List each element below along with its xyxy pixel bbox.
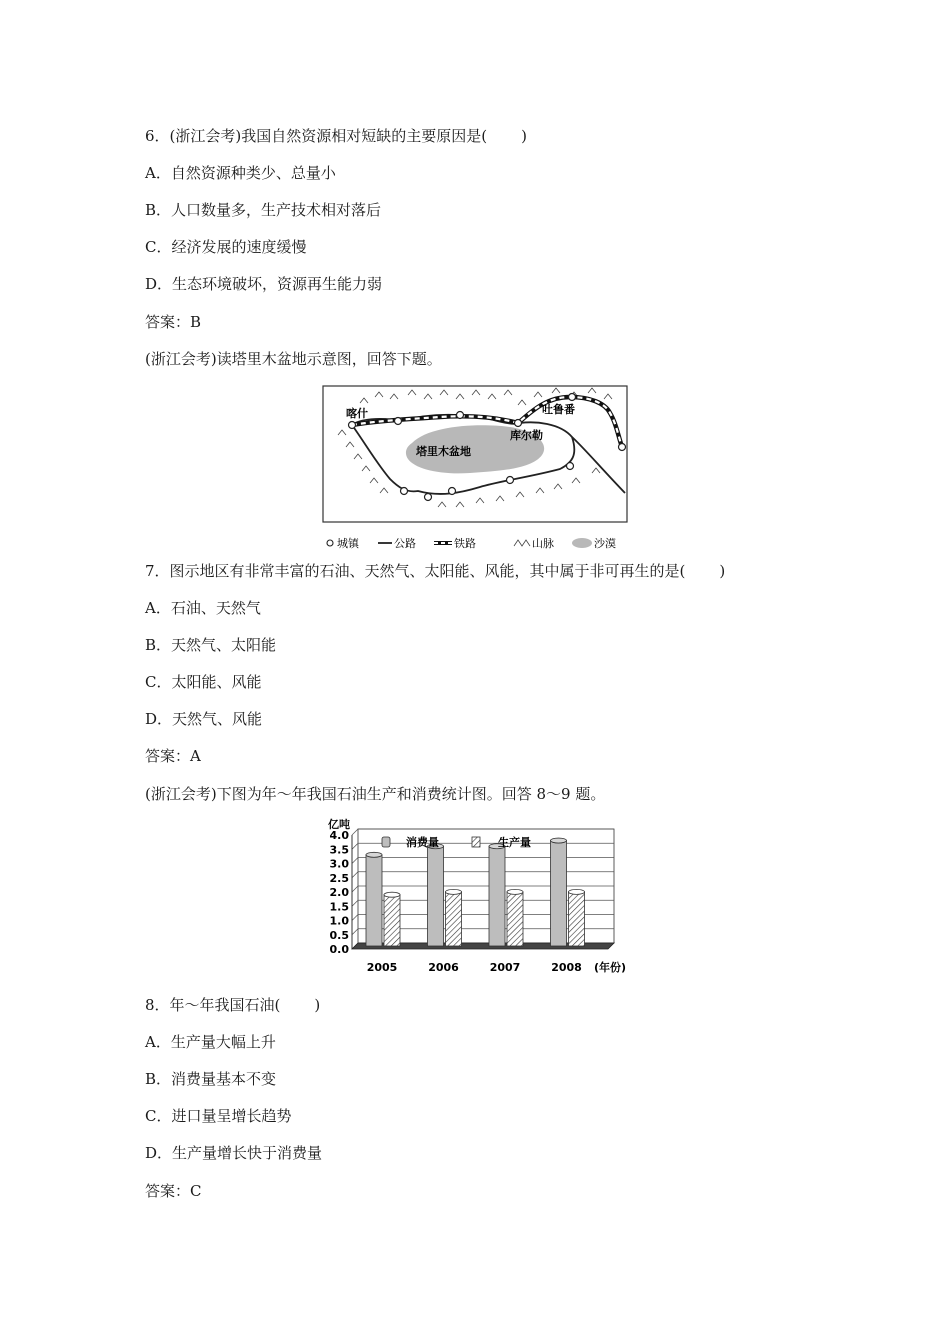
q8-option-a: A．生产量大幅上升: [145, 1033, 276, 1051]
oil-chart: [318, 815, 638, 977]
bar-consumption-2006: [428, 846, 444, 946]
q6-option-d: D．生态环境破坏，资源再生能力弱: [145, 275, 383, 293]
y-tick-label: 3.0: [329, 857, 349, 871]
legend-consumption: 消费量: [406, 836, 439, 849]
y-tick-label: 0.5: [329, 928, 349, 942]
town-turpan: [569, 394, 576, 401]
bar-production-2005: [384, 895, 400, 946]
bar-consumption-2007: [489, 846, 505, 946]
gridline-diag: [352, 872, 358, 878]
bar-production-2006: [446, 892, 462, 946]
town-kashgar: [349, 422, 356, 429]
bar-top-production-2005: [384, 892, 400, 897]
q6-option-a: A．自然资源种类少、总量小: [145, 164, 336, 182]
bar-top-consumption-2005: [366, 852, 382, 857]
q7-answer: 答案：A: [145, 747, 201, 765]
q7-option-c: C．太阳能、风能: [145, 673, 262, 691]
bar-top-production-2007: [507, 889, 523, 894]
y-tick-label: 0.0: [329, 943, 349, 956]
x-tick-label: 2008: [551, 961, 582, 974]
bar-production-2007: [507, 892, 523, 946]
gridline-diag: [352, 929, 358, 935]
gridline-diag: [352, 843, 358, 849]
label-basin: 塔里木盆地: [416, 445, 471, 458]
tarim-basin-map: [320, 383, 630, 555]
chart-ylabel: 亿吨: [328, 818, 350, 831]
legend-mountain: 山脉: [532, 537, 554, 550]
q6-option-c: C．经济发展的速度缓慢: [145, 238, 307, 256]
bar-top-consumption-2008: [551, 838, 567, 843]
gridline-diag: [352, 886, 358, 892]
bar-top-production-2006: [446, 889, 462, 894]
gridline-diag: [352, 829, 358, 835]
y-tick-label: 4.0: [329, 829, 349, 842]
legend-railway: 铁路: [454, 537, 476, 550]
legend-desert: 沙漠: [594, 537, 616, 550]
q8-option-d: D．生产量增长快于消费量: [145, 1144, 323, 1162]
legend-production: 生产量: [498, 836, 531, 849]
legend-swatch-production: [472, 837, 480, 847]
gridline-diag: [352, 915, 358, 921]
y-tick-label: 2.5: [329, 871, 349, 885]
bar-consumption-2005: [366, 855, 382, 946]
chart-xlabel: (年份): [594, 961, 627, 974]
y-tick-label: 1.0: [329, 914, 349, 928]
gridline-diag: [352, 900, 358, 906]
x-tick-label: 2007: [489, 961, 521, 974]
y-tick-label: 2.0: [329, 886, 349, 899]
q6-stem: 6．(浙江会考)我国自然资源相对短缺的主要原因是( ): [145, 127, 527, 145]
map-intro: (浙江会考)读塔里木盆地示意图，回答下题。: [145, 350, 442, 368]
q6-option-b: B．人口数量多，生产技术相对落后: [145, 201, 382, 219]
q6-answer: 答案：B: [145, 313, 202, 331]
q7-option-a: A．石油、天然气: [145, 599, 261, 617]
x-tick-label: 2005: [366, 961, 398, 974]
chart-intro: (浙江会考)下图为年～年我国石油生产和消费统计图。回答 8～9 题。: [145, 785, 606, 803]
q8-option-c: C．进口量呈增长趋势: [145, 1107, 292, 1125]
gridline-diag: [352, 858, 358, 864]
legend-road: 公路: [394, 537, 416, 550]
q7-option-b: B．天然气、太阳能: [145, 636, 277, 654]
legend-town: 城镇: [337, 537, 359, 550]
map-legend: [327, 536, 616, 550]
bar-top-production-2008: [569, 889, 585, 894]
x-tick-label: 2006: [428, 961, 459, 974]
label-kashgar: 喀什: [346, 407, 368, 420]
q8-answer: 答案：C: [145, 1182, 202, 1200]
q7-stem: 7．图示地区有非常丰富的石油、天然气、太阳能、风能，其中属于非可再生的是( ): [145, 562, 726, 580]
q8-stem: 8．年～年我国石油( ): [145, 996, 321, 1014]
q8-option-b: B．消费量基本不变: [145, 1070, 277, 1088]
town-korla: [515, 420, 522, 427]
label-korla: 库尔勒: [510, 429, 543, 442]
bar-consumption-2008: [551, 841, 567, 946]
bar-production-2008: [569, 892, 585, 946]
y-tick-label: 3.5: [329, 843, 349, 857]
label-turpan: 吐鲁番: [542, 403, 575, 416]
q7-option-d: D．天然气、风能: [145, 710, 263, 728]
y-tick-label: 1.5: [329, 900, 349, 914]
legend-swatch-consumption: [382, 837, 390, 847]
